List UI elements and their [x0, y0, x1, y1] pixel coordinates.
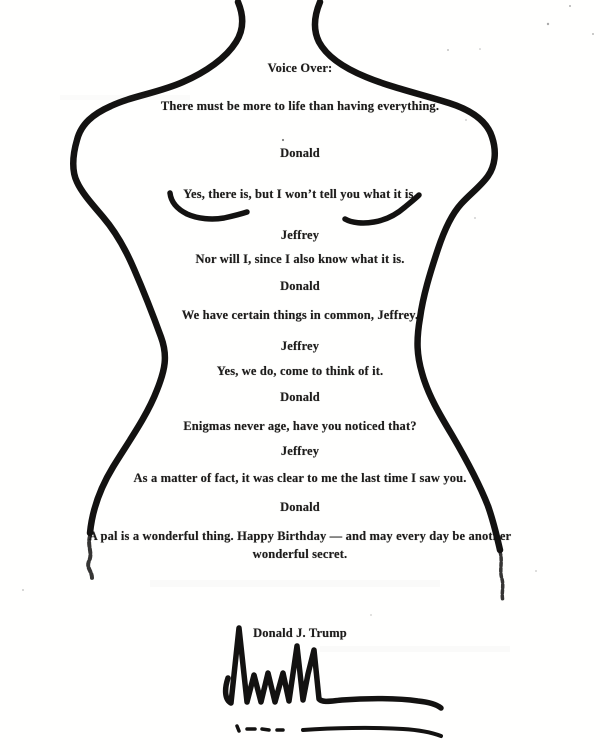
speaker-name-donald: Donald [280, 390, 320, 404]
dialogue-line: Enigmas never age, have you noticed that? [183, 419, 417, 433]
voice-over-line: There must be more to life than having everything. [160, 99, 440, 113]
speaker-name-jeffrey: Jeffrey [280, 339, 320, 353]
speaker-name-jeffrey: Jeffrey [280, 228, 320, 242]
speaker-name-jeffrey: Jeffrey [280, 444, 320, 458]
typed-signature-name: Donald J. Trump [253, 626, 347, 640]
dialogue-line: Yes, there is, but I won’t tell you what it is. [183, 187, 417, 201]
dialogue-line: Yes, we do, come to think of it. [216, 364, 384, 378]
dialogue-line: We have certain things in common, Jeffrey. [181, 308, 419, 322]
signature-underline-dashes [237, 726, 283, 731]
closing-line: A pal is a wonderful thing. Happy Birthday — and may every day be another wonderful secret. [88, 529, 512, 561]
signature-underline-solid [303, 728, 441, 736]
dialogue-line: As a matter of fact, it was clear to me the last time I saw you. [133, 471, 467, 485]
dialogue-line: Nor will I, since I also know what it is. [195, 252, 405, 266]
speaker-name-donald: Donald [280, 500, 320, 514]
voice-over-label: Voice Over: [267, 61, 333, 75]
speaker-name-donald: Donald [280, 146, 320, 160]
torso-right-line [315, 2, 500, 550]
speaker-name-donald: Donald [280, 279, 320, 293]
